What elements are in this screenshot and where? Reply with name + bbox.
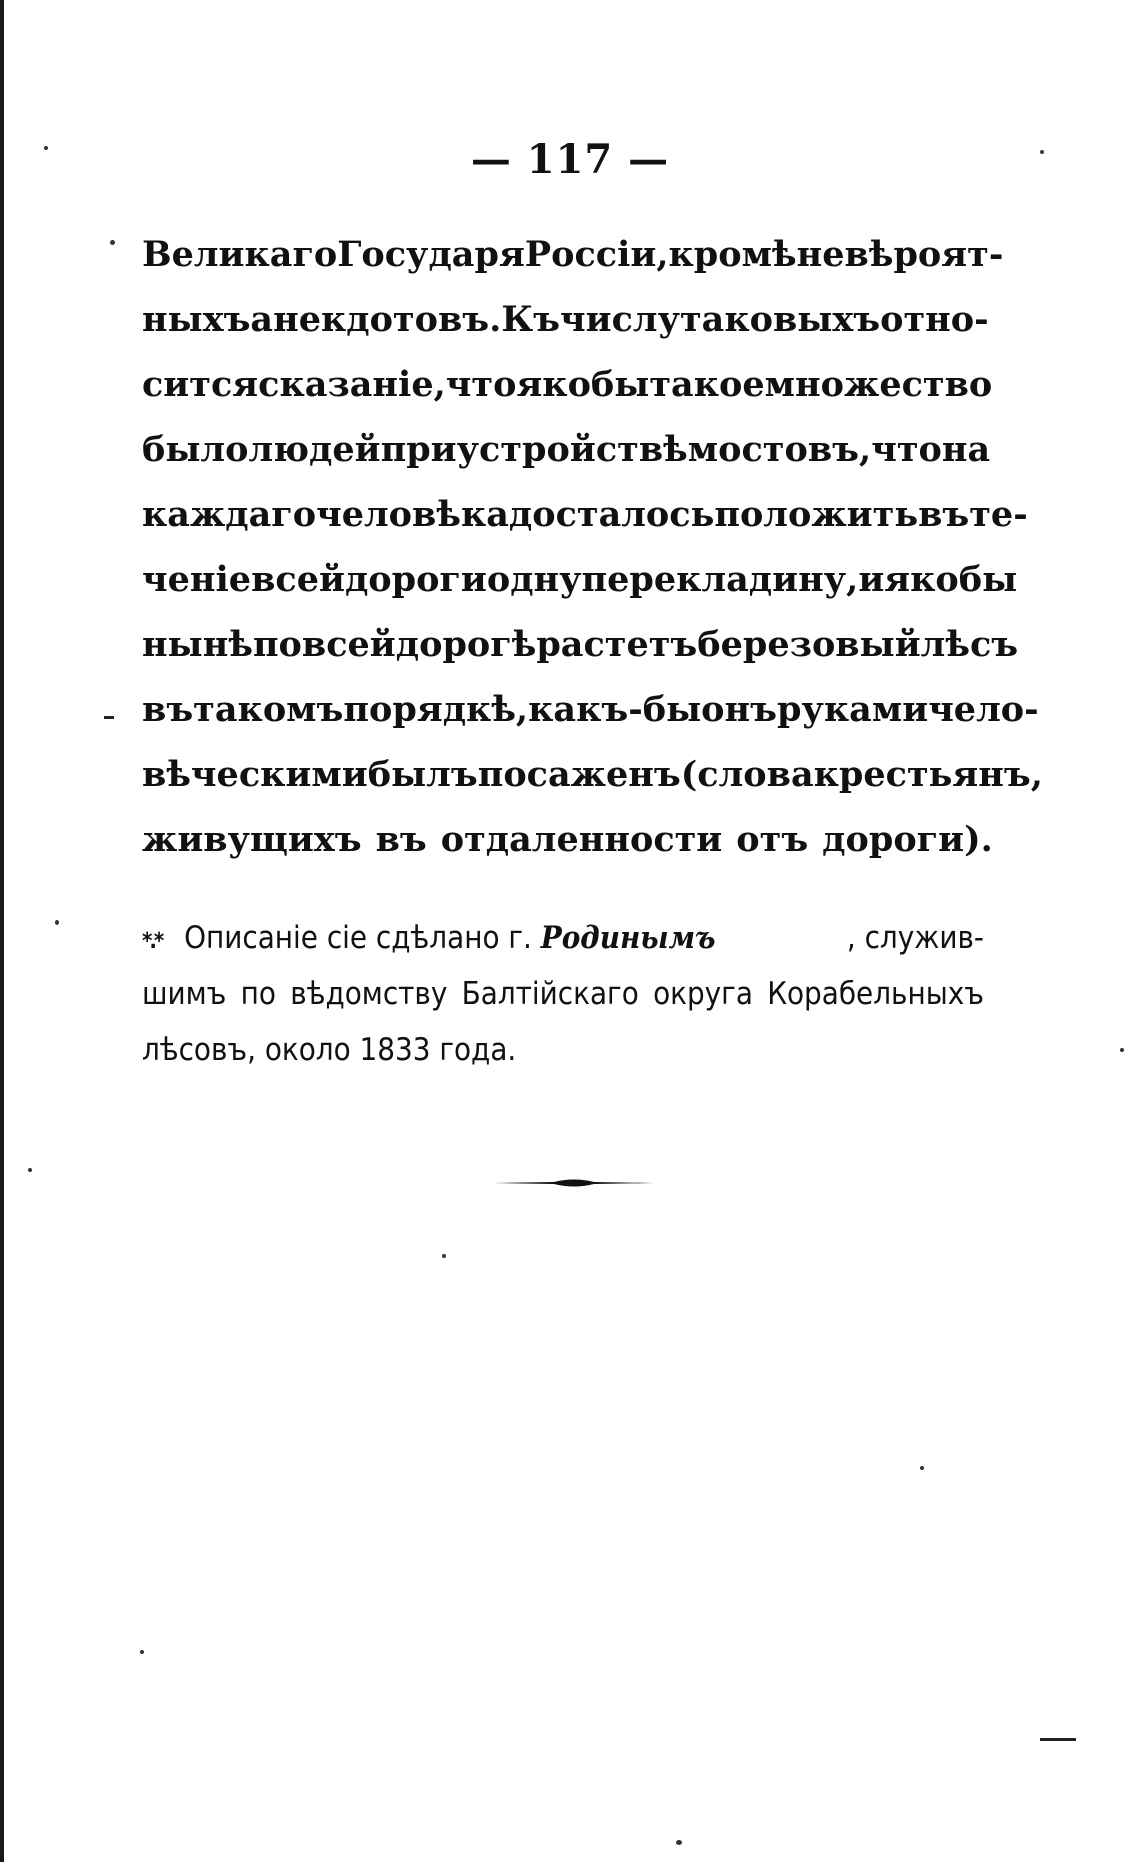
footnote-asterisks: *.* (142, 929, 162, 954)
word: Корабельныхъ (767, 976, 984, 1012)
text-line (142, 807, 993, 872)
word: чело- (928, 689, 1039, 730)
word: крестьянъ, (813, 754, 1043, 795)
word: анекдотовъ. (250, 299, 502, 340)
ornament-divider (494, 1176, 654, 1190)
scan-speck (676, 1840, 682, 1845)
scan-speck (1040, 150, 1044, 154)
word: всей (301, 624, 396, 665)
text-line (142, 352, 993, 417)
word: живущихъ (142, 819, 362, 860)
footnote-text-line-3: лѣсовъ, около 1833 года. (142, 1032, 517, 1068)
word: кромѣ (668, 234, 797, 275)
word: былъ (367, 754, 478, 795)
text-line (142, 547, 1018, 612)
word: онъ (701, 689, 777, 730)
scan-speck (140, 1650, 144, 1654)
word: отно- (880, 299, 989, 340)
word: по (240, 976, 276, 1012)
word: растетъ (536, 624, 698, 665)
word: Россіи, (524, 234, 669, 275)
word: якобы (516, 364, 650, 405)
text-line (142, 482, 1028, 547)
word: въ (142, 689, 194, 730)
word: на (941, 429, 991, 470)
word: дорогѣ (395, 624, 537, 665)
word: вѣческими (142, 754, 368, 795)
word: при (380, 429, 457, 470)
footnote-line-1 (142, 910, 984, 966)
word: те- (969, 494, 1028, 535)
word: Государя (337, 234, 525, 275)
word: что (871, 429, 942, 470)
word: положить (714, 494, 919, 535)
word: числу (560, 299, 680, 340)
word: отъ (736, 819, 809, 860)
word: Къ (501, 299, 561, 340)
page-number: — 117 — (470, 136, 670, 183)
text-line (142, 612, 1019, 677)
word: и (858, 559, 885, 600)
word: Балтійскаго (461, 976, 639, 1012)
word: ченіе (142, 559, 252, 600)
text-line (142, 222, 1004, 287)
scan-speck (920, 1466, 924, 1470)
word: дороги (344, 559, 487, 600)
main-paragraph (142, 222, 1043, 872)
text-line (142, 417, 991, 482)
word: что (445, 364, 517, 405)
word: якобы (884, 559, 1018, 600)
text-line (142, 742, 1043, 807)
word: было (142, 429, 249, 470)
word: лѣсъ (920, 624, 1019, 665)
word: сказаніе, (258, 364, 446, 405)
scan-speck (1120, 1048, 1124, 1052)
footnote-author: Родинымъ (540, 920, 716, 956)
word: руками (776, 689, 929, 730)
scan-speck (442, 1254, 446, 1258)
word: досталось (508, 494, 715, 535)
scan-mark (1040, 1738, 1076, 1741)
word: округа (653, 976, 753, 1012)
word: въ (375, 819, 427, 860)
word: таковыхъ (680, 299, 881, 340)
word: человѣка (316, 494, 509, 535)
word: сится (142, 364, 259, 405)
word: вѣдомству (290, 976, 448, 1012)
scan-speck (44, 146, 48, 150)
word: въ (918, 494, 970, 535)
word: по (252, 624, 302, 665)
word: мостовъ, (687, 429, 872, 470)
footnote-line-2 (142, 966, 984, 1022)
word: такомъ (193, 689, 344, 730)
word: дороги). (822, 819, 993, 860)
page-edge-shadow (0, 0, 4, 1862)
word: множество (764, 364, 993, 405)
word: (слова (680, 754, 814, 795)
word: порядкѣ, (343, 689, 529, 730)
word: отдаленности (440, 819, 723, 860)
word: березовый (697, 624, 921, 665)
scan-speck (55, 920, 59, 925)
text-line (142, 677, 1039, 742)
word: какъ-бы (528, 689, 702, 730)
word: нынѣ (142, 624, 253, 665)
scan-speck (110, 240, 115, 245)
word: перекладину, (581, 559, 859, 600)
text-line (142, 287, 989, 352)
footnote-text-end: , служив- (846, 920, 984, 956)
word: такое (649, 364, 765, 405)
footnote-text-start: Описаніе сіе сдѣлано г. (184, 920, 532, 956)
footnote-line-3 (142, 1022, 984, 1078)
word: посаженъ (477, 754, 681, 795)
footnote (142, 910, 984, 1078)
word: ныхъ (142, 299, 251, 340)
word: людей (248, 429, 381, 470)
word: одну (486, 559, 582, 600)
word: невѣроят- (796, 234, 1004, 275)
word: шимъ (142, 976, 227, 1012)
word: Великаго (142, 234, 338, 275)
word: всей (251, 559, 345, 600)
word: устройствѣ (456, 429, 688, 470)
scan-mark (104, 716, 114, 719)
scan-speck (28, 1168, 32, 1172)
word: каждаго (142, 494, 317, 535)
